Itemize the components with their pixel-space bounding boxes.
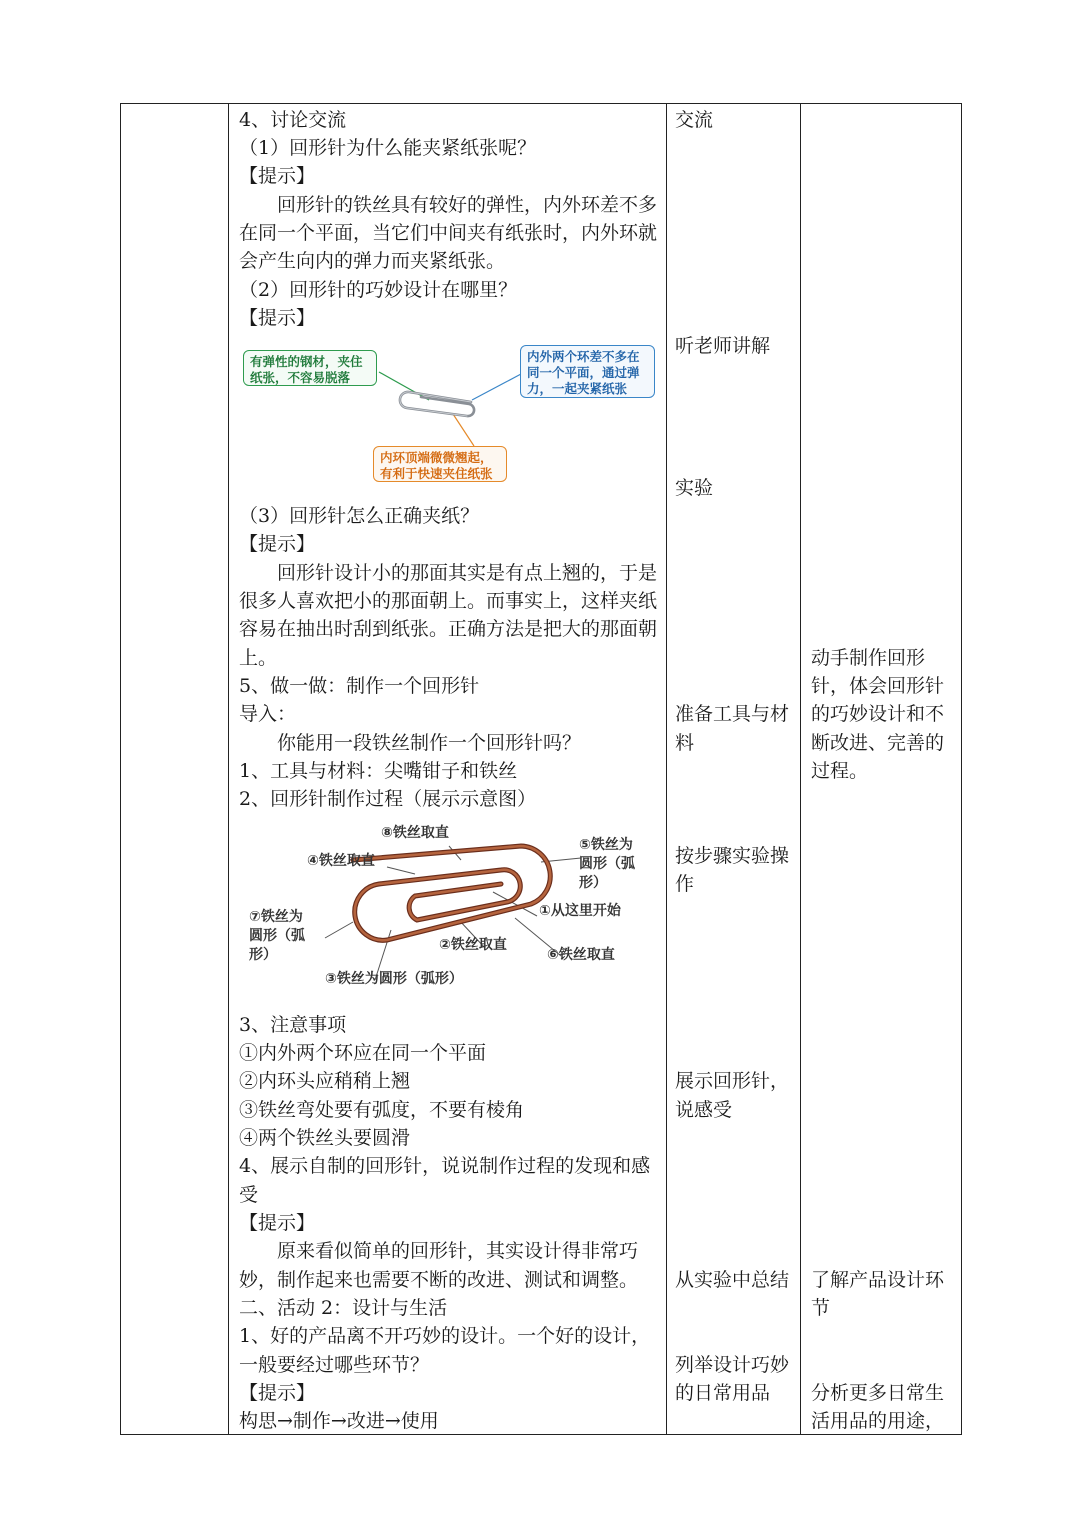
paragraph-text: 很多人喜欢把小的那面朝上。而事实上，这样夹纸 <box>239 590 658 612</box>
hint-label: 【提示】 <box>239 1382 316 1404</box>
design-intent: 分析更多日常生 <box>811 1382 945 1404</box>
hint-label: 【提示】 <box>239 1212 316 1234</box>
step-1-label: ①从这里开始 <box>539 903 621 919</box>
student-activity: 听老师讲解 <box>675 335 771 357</box>
paragraph-text: 回形针设计小的那面其实是有点上翘的，于是 <box>277 562 658 584</box>
question-text: （2）回形针的巧妙设计在哪里？ <box>239 279 518 301</box>
step-7-label-line1: ⑦铁丝为 <box>249 909 303 925</box>
step-8-label: ⑧铁丝取直 <box>381 825 449 841</box>
hint-label: 【提示】 <box>239 165 316 187</box>
step-5-label-line3: 形） <box>579 875 607 891</box>
callout-elastic-steel <box>243 350 377 386</box>
step-2-label: ②铁丝取直 <box>439 937 507 953</box>
section-heading: 3、注意事项 <box>239 1014 347 1036</box>
student-activity: 准备工具与材 <box>675 703 790 725</box>
callout-text: 同一个平面，通过弹 <box>527 365 640 380</box>
callout-text: 内外两个环差不多在 <box>527 349 640 364</box>
design-intent: 节 <box>811 1297 831 1319</box>
paragraph-text: 回形针的铁丝具有较好的弹性，内外环差不多 <box>277 194 658 216</box>
step-6-label: ⑥铁丝取直 <box>547 947 615 963</box>
list-item: ②内环头应稍稍上翘 <box>239 1070 411 1092</box>
design-intent: 针，体会回形针 <box>811 675 945 697</box>
section-heading: 二、活动 2：设计与生活 <box>239 1297 448 1319</box>
paragraph-text: 你能用一段铁丝制作一个回形针吗？ <box>277 732 582 754</box>
question-text: 1、好的产品离不开巧妙的设计。一个好的设计， <box>239 1325 651 1347</box>
section-heading: 5、做一做：制作一个回形针 <box>239 675 480 697</box>
question-text: （1）回形针为什么能夹紧纸张呢？ <box>239 137 537 159</box>
callout-text: 纸张，不容易脱落 <box>250 370 351 385</box>
design-intent: 的巧妙设计和不 <box>811 703 945 725</box>
intro-label: 导入： <box>239 703 297 725</box>
paragraph-text: 原来看似简单的回形针，其实设计得非常巧 <box>277 1240 639 1262</box>
callout-text: 内环顶端微微翘起， <box>380 450 493 465</box>
hint-label: 【提示】 <box>239 533 316 555</box>
paragraph-text: 容易在抽出时刮到纸张。正确方法是把大的那面朝 <box>239 618 658 640</box>
student-activity: 实验 <box>675 477 714 499</box>
step-7-label-line2: 圆形（弧 <box>249 928 305 944</box>
student-activity: 料 <box>675 732 695 754</box>
student-activity: 说感受 <box>675 1099 733 1121</box>
list-item: 4、展示自制的回形针，说说制作过程的发现和感 <box>239 1155 651 1177</box>
step-4-label: ④铁丝取直 <box>307 853 375 869</box>
step-5-label-line2: 圆形（弧 <box>579 856 635 872</box>
callout-same-plane <box>520 345 655 398</box>
column-divider-2 <box>666 104 667 1434</box>
student-activity: 从实验中总结 <box>675 1269 790 1291</box>
step-5-label-line1: ⑤铁丝为 <box>579 837 633 853</box>
question-text: （3）回形针怎么正确夹纸？ <box>239 505 480 527</box>
student-activity: 作 <box>675 873 695 895</box>
paragraph-text: 妙，制作起来也需要不断的改进、测试和调整。 <box>239 1269 639 1291</box>
callout-text: 有利于快速夹住纸张 <box>380 466 493 481</box>
list-item: 1、工具与材料：尖嘴钳子和铁丝 <box>239 760 518 782</box>
list-item: ①内外两个环应在同一个平面 <box>239 1042 487 1064</box>
hint-label: 【提示】 <box>239 307 316 329</box>
paperclip-design-figure <box>239 342 659 484</box>
paragraph-text: 会产生向内的弹力而夹紧纸张。 <box>239 250 506 272</box>
student-activity: 展示回形针， <box>675 1070 790 1092</box>
design-intent: 活用品的用途， <box>811 1410 945 1432</box>
column-divider-3 <box>800 104 801 1434</box>
design-intent: 过程。 <box>811 760 869 782</box>
paperclip-process-figure <box>239 822 659 1002</box>
lesson-plan-table <box>120 103 962 1435</box>
step-7-label-line3: 形） <box>249 947 277 963</box>
list-item: ④两个铁丝头要圆滑 <box>239 1127 411 1149</box>
list-item: 受 <box>239 1184 259 1206</box>
design-intent: 了解产品设计环 <box>811 1269 945 1291</box>
paragraph-text: 在同一个平面，当它们中间夹有纸张时，内外环就 <box>239 222 658 244</box>
callout-raised-tip <box>373 446 507 482</box>
student-activity: 的日常用品 <box>675 1382 771 1404</box>
callout-text: 力，一起夹紧纸张 <box>527 381 628 396</box>
paragraph-text: 构思→制作→改进→使用 <box>239 1410 439 1432</box>
section-heading: 4、讨论交流 <box>239 109 347 131</box>
student-activity: 列举设计巧妙 <box>675 1354 790 1376</box>
list-item: 2、回形针制作过程（展示示意图） <box>239 788 537 810</box>
list-item: ③铁丝弯处要有弧度，不要有棱角 <box>239 1099 525 1121</box>
student-activity: 交流 <box>675 109 714 131</box>
design-intent: 断改进、完善的 <box>811 732 945 754</box>
step-3-label: ③铁丝为圆形（弧形） <box>325 971 463 987</box>
design-intent: 动手制作回形 <box>811 647 926 669</box>
paragraph-text: 上。 <box>239 647 278 669</box>
column-divider-1 <box>228 104 229 1434</box>
question-text: 一般要经过哪些环节？ <box>239 1354 430 1376</box>
student-activity: 按步骤实验操 <box>675 845 790 867</box>
callout-text: 有弹性的钢材，夹住 <box>250 354 363 369</box>
